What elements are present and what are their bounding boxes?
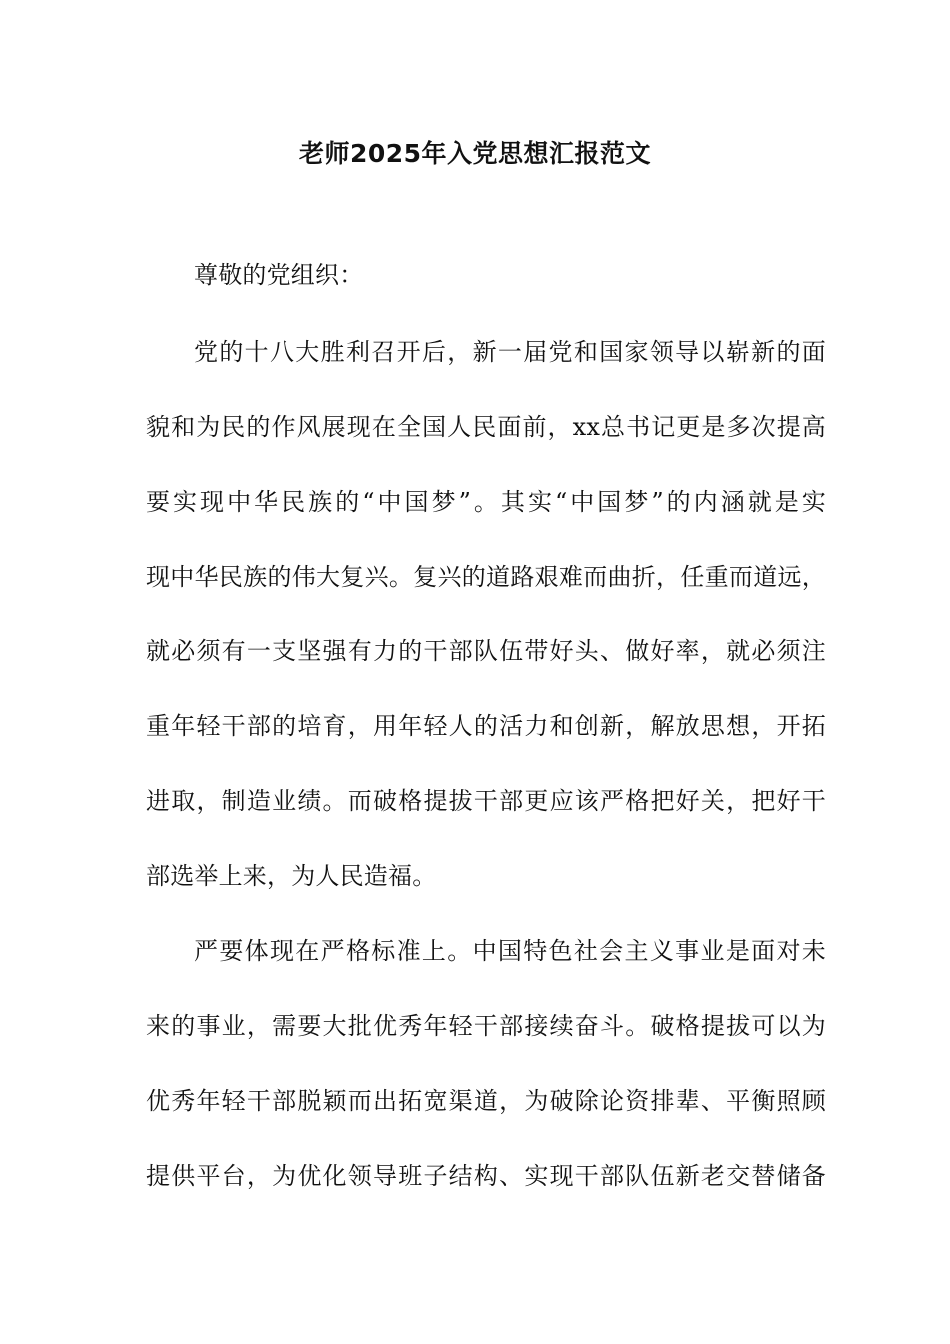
paragraph-line: 貌和为民的作风展现在全国人民面前，xx总书记更是多次提高 bbox=[146, 413, 826, 441]
paragraph-line: 重年轻干部的培育，用年轻人的活力和创新，解放思想，开拓 bbox=[146, 712, 826, 740]
paragraph-line: 部选举上来，为人民造福。 bbox=[146, 862, 437, 890]
paragraph-line: 严要体现在严格标准上。中国特色社会主义事业是面对未 bbox=[194, 937, 826, 965]
paragraph-line: 要实现中华民族的“中国梦”。其实“中国梦”的内涵就是实 bbox=[146, 488, 826, 516]
paragraph-line: 现中华民族的伟大复兴。复兴的道路艰难而曲折，任重而道远， bbox=[146, 563, 826, 591]
paragraph-line: 提供平台，为优化领导班子结构、实现干部队伍新老交替储备 bbox=[146, 1162, 826, 1190]
document-title: 老师2025年入党思想汇报范文 bbox=[298, 139, 652, 168]
paragraph-line: 进取，制造业绩。而破格提拔干部更应该严格把好关，把好干 bbox=[146, 787, 826, 815]
salutation: 尊敬的党组织： bbox=[194, 261, 364, 289]
paragraph-line: 党的十八大胜利召开后，新一届党和国家领导以崭新的面 bbox=[194, 338, 826, 366]
paragraph-line: 来的事业，需要大批优秀年轻干部接续奋斗。破格提拔可以为 bbox=[146, 1012, 826, 1040]
paragraph-line: 就必须有一支坚强有力的干部队伍带好头、做好率，就必须注 bbox=[146, 637, 826, 665]
paragraph-line: 优秀年轻干部脱颖而出拓宽渠道，为破除论资排辈、平衡照顾 bbox=[146, 1087, 826, 1115]
